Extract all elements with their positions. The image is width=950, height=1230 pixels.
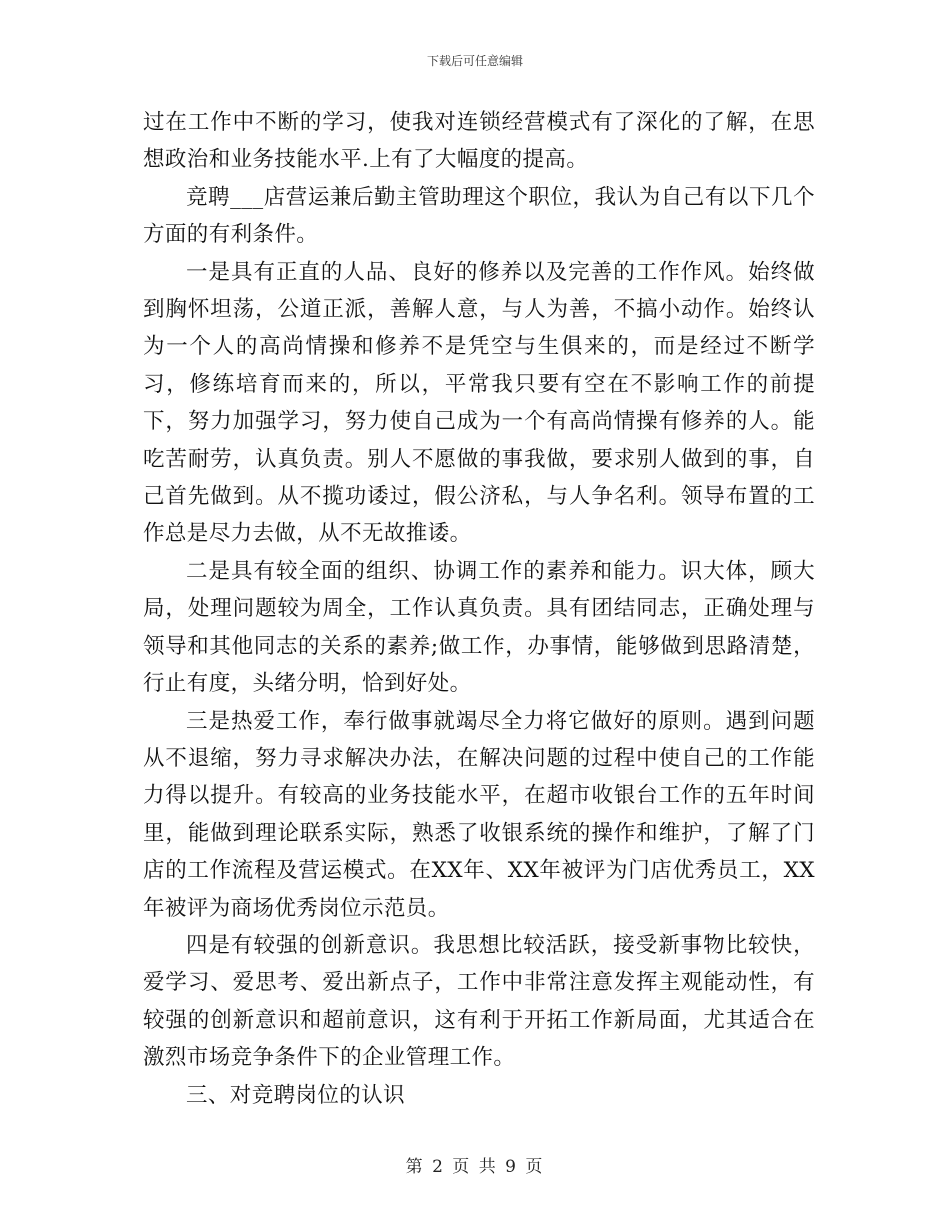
header-note: 下载后可任意编辑 bbox=[426, 54, 523, 68]
paragraph-intro: 竞聘___店营运兼后勤主管助理这个职位，我认为自己有以下几个方面的有利条件。 bbox=[143, 184, 815, 248]
section-heading: 三、对竞聘岗位的认识 bbox=[186, 1082, 406, 1108]
paragraph-point-three: 三是热爱工作，奉行做事就竭尽全力将它做好的原则。遇到问题从不退缩，努力寻求解决办法，在解决问题的过程中使自己的工作能力得以提升。有较高的业务技能水平，在超市收银台工作的五年时间里，能做到理论联系实际，熟悉了收银系统的操作和维护，了解了门店的工作流程及营运模式。在XX年、XX年被评为门店优秀员工，XX年被评为商场优秀岗位示范员。 bbox=[143, 708, 815, 921]
document-body bbox=[143, 104, 815, 1114]
paragraph-point-one: 一是具有正直的人品、良好的修养以及完善的工作作风。始终做到胸怀坦荡，公道正派，善解人意，与人为善，不搞小动作。始终认为一个人的高尚情操和修养不是凭空与生俱来的，而是经过不断学习，修练培育而来的，所以，平常我只要有空在不影响工作的前提下，努力加强学习，努力使自己成为一个有高尚情操有修养的人。能吃苦耐劳，认真负责。别人不愿做的事我做，要求别人做到的事，自己首先做到。从不揽功诿过，假公济私，与人争名利。领导布置的工作总是尽力去做，从不无故推诿。 bbox=[143, 259, 815, 547]
paragraph-point-two: 二是具有较全面的组织、协调工作的素养和能力。识大体，顾大局，处理问题较为周全，工作认真负责。具有团结同志，正确处理与领导和其他同志的关系的素养;做工作，办事情，能够做到思路清楚，行止有度，头绪分明，恰到好处。 bbox=[143, 558, 815, 697]
page-number: 第 2 页 共 9 页 bbox=[405, 1157, 545, 1177]
paragraph-continuation: 过在工作中不断的学习，使我对连锁经营模式有了深化的了解，在思想政治和业务技能水平.上有了大幅度的提高。 bbox=[143, 110, 815, 173]
paragraph-point-four: 四是有较强的创新意识。我思想比较活跃，接受新事物比较快，爱学习、爱思考、爱出新点子，工作中非常注意发挥主观能动性，有较强的创新意识和超前意识，这有利于开拓工作新局面，尤其适合在激烈市场竞争条件下的企业管理工作。 bbox=[143, 932, 815, 1071]
